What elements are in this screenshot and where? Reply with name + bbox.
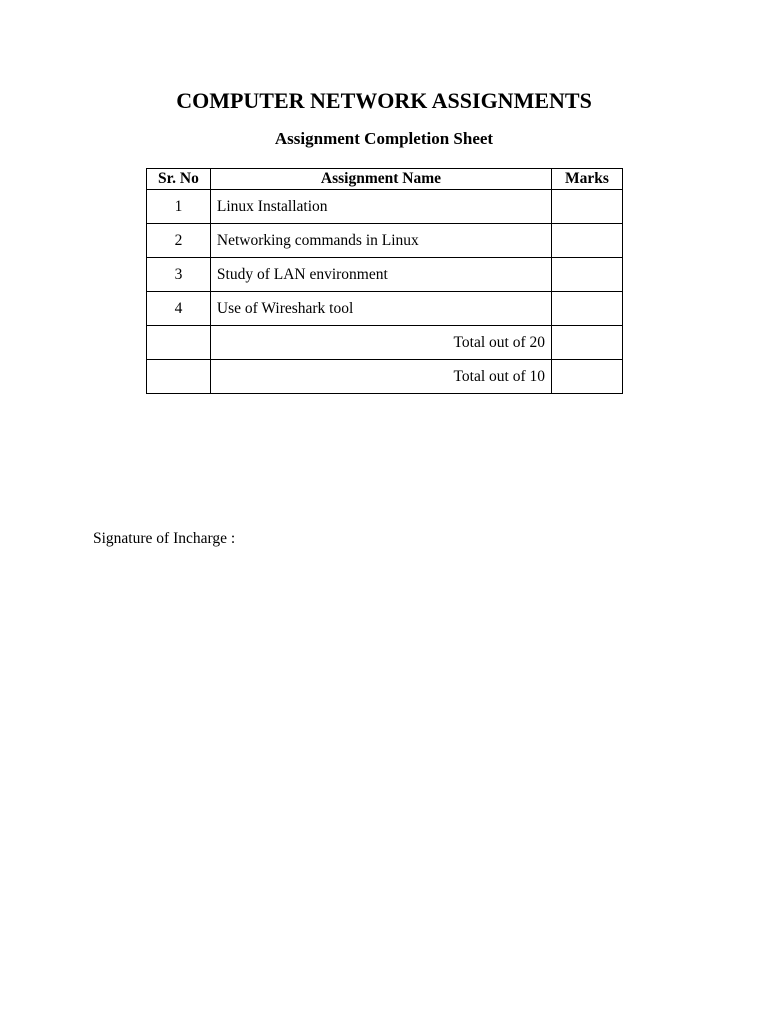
- column-header-marks: Marks: [552, 169, 623, 190]
- table-header-row: [147, 169, 623, 190]
- sr-no-cell: 2: [147, 224, 211, 258]
- marks-cell: [552, 258, 623, 292]
- page-title: COMPUTER NETWORK ASSIGNMENTS: [176, 88, 592, 113]
- total-marks-cell: [552, 326, 623, 360]
- empty-cell: [147, 326, 211, 360]
- empty-cell: [147, 360, 211, 394]
- assignment-name-cell: Use of Wireshark tool: [210, 292, 551, 326]
- total-label-cell: Total out of 20: [210, 326, 551, 360]
- table-row: [147, 224, 623, 258]
- marks-cell: [552, 292, 623, 326]
- total-row: [147, 326, 623, 360]
- assignment-name-cell: Linux Installation: [210, 190, 551, 224]
- marks-cell: [552, 190, 623, 224]
- total-row: [147, 360, 623, 394]
- marks-cell: [552, 224, 623, 258]
- assignment-table: [146, 168, 623, 394]
- page-subtitle: Assignment Completion Sheet: [274, 129, 494, 148]
- total-marks-cell: [552, 360, 623, 394]
- sr-no-cell: 1: [147, 190, 211, 224]
- total-label-cell: Total out of 10: [210, 360, 551, 394]
- assignment-name-cell: Networking commands in Linux: [210, 224, 551, 258]
- table-row: [147, 258, 623, 292]
- signature-label: Signature of Incharge :: [93, 530, 236, 547]
- sr-no-cell: 4: [147, 292, 211, 326]
- table-row: [147, 292, 623, 326]
- sr-no-cell: 3: [147, 258, 211, 292]
- column-header-assignment-name: Assignment Name: [210, 169, 551, 190]
- column-header-sr-no: Sr. No: [147, 169, 211, 190]
- table-row: [147, 190, 623, 224]
- assignment-name-cell: Study of LAN environment: [210, 258, 551, 292]
